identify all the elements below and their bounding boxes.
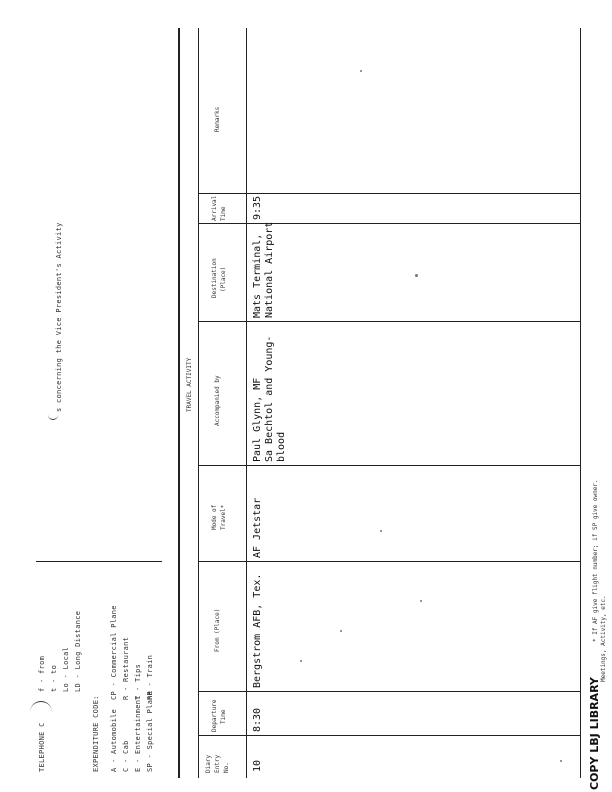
library-stamp: COPY LBJ LIBRARY <box>588 677 601 790</box>
header-top-rule <box>198 28 199 778</box>
exp-code-left-1: A - Automobile <box>110 708 118 772</box>
departure-time: 8:30 <box>252 707 263 732</box>
footnote: * If AF give flight number; if SP give owner. <box>592 479 599 642</box>
call-code-local: Lo - Local <box>62 646 70 692</box>
section-title: TRAVEL ACTIVITY <box>186 357 193 412</box>
table-bottom-rule <box>580 28 581 778</box>
col-sep-5 <box>198 321 580 322</box>
entry-no: 10 <box>252 759 263 772</box>
arrival-time: 9:35 <box>252 195 263 220</box>
concerning-bracket <box>48 409 58 420</box>
col-header-diary: Diary Entry No. <box>205 754 230 773</box>
col-sep-2 <box>198 691 580 692</box>
scan-speck <box>420 600 422 602</box>
concerning-text: s concerning the Vice President's Activity <box>55 222 63 412</box>
footnote-2: Meetings, Activity, etc. <box>600 595 607 682</box>
exp-code-right-3: T - Tips <box>134 663 142 700</box>
destination: Mats Terminal, National Airport <box>252 221 275 318</box>
col-header-arrival: Arrival Time <box>211 195 227 221</box>
expenditure-title: EXPENDITURE CODE: <box>92 695 100 772</box>
from-place: Bergstrom AFB, Tex. <box>252 573 263 688</box>
exp-code-left-3: E - Entertainment <box>134 695 142 772</box>
col-sep-1 <box>198 735 580 736</box>
table-top-rule <box>178 28 180 778</box>
col-header-from: From (Place) <box>214 608 221 652</box>
scan-speck <box>560 760 562 762</box>
telephone-bracket <box>30 701 52 720</box>
col-header-destination: Destination (Place) <box>211 258 227 298</box>
col-header-departure: Departure Time <box>211 699 227 732</box>
col-sep-7 <box>198 193 580 194</box>
call-code-long-distance: LD - Long Distance <box>74 610 82 692</box>
col-sep-3 <box>198 561 580 562</box>
col-sep-4 <box>198 465 580 466</box>
scan-speck <box>300 660 302 662</box>
call-code-to: t - to <box>50 664 58 692</box>
call-code-from: f - from <box>38 655 46 692</box>
exp-code-left-4: SP - Special Plane <box>146 690 154 772</box>
exp-code-left-2: C - Cab <box>122 740 130 772</box>
col-header-mode: Mode of Travel* <box>211 504 227 530</box>
col-header-accompanied: Accompanied by <box>214 375 221 426</box>
exp-code-right-1: CP - Commercial Plane <box>110 605 118 700</box>
accompanied-by: Paul Glynn, MF Sa Bechtol and Young- blood <box>252 335 287 462</box>
exp-code-right-2: R - Restaurant <box>122 636 130 700</box>
scan-speck <box>380 530 382 532</box>
header-bottom-rule <box>246 28 247 778</box>
mode-of-travel: AF Jetstar <box>252 497 263 558</box>
col-header-remarks: Remarks <box>214 106 221 132</box>
scan-speck <box>415 274 418 277</box>
scan-speck <box>340 630 342 632</box>
telephone-label: TELEPHONE C <box>38 722 46 772</box>
scan-speck <box>360 70 362 72</box>
header-divider <box>36 561 162 562</box>
exp-code-right-4: RR - Train <box>146 654 154 700</box>
